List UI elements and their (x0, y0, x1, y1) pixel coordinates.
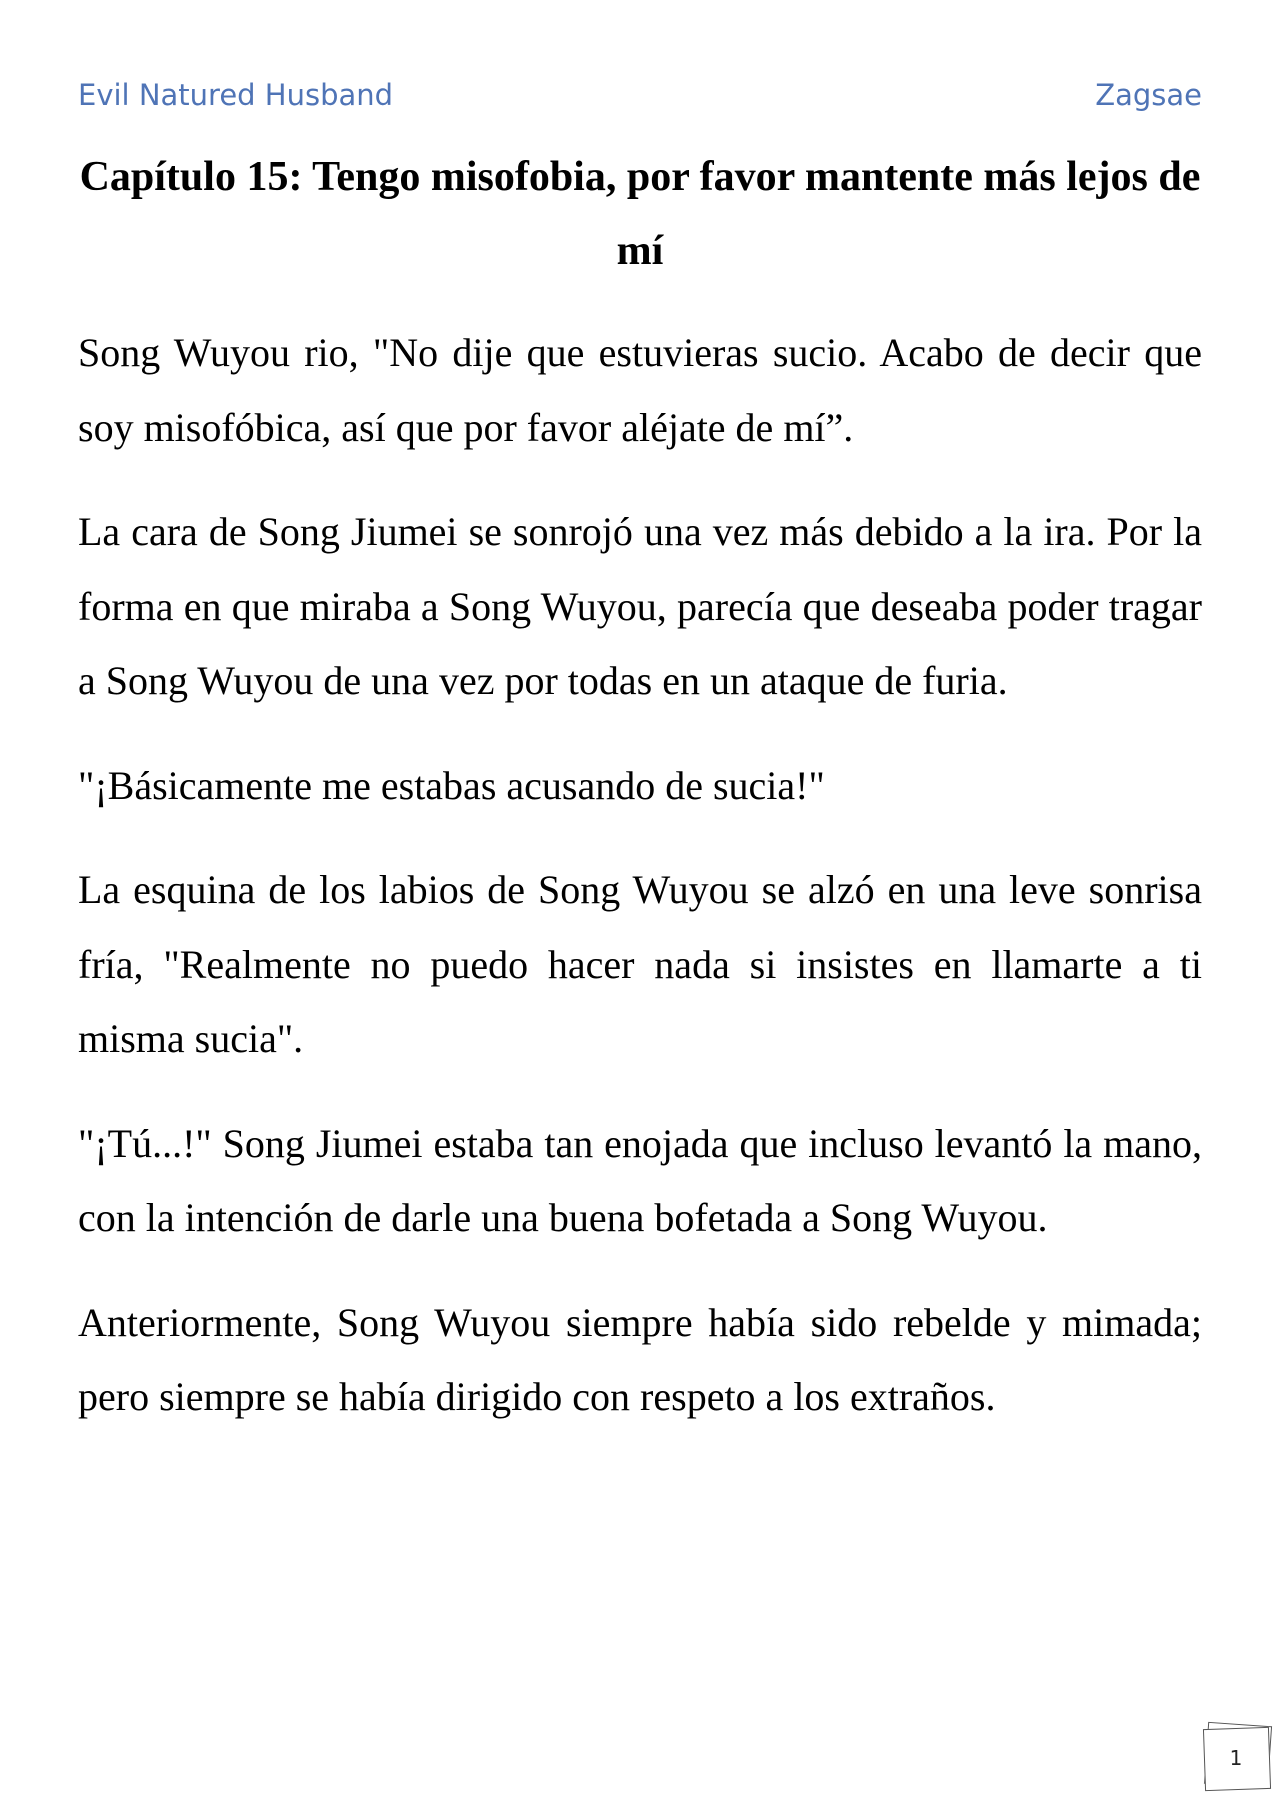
chapter-title: Capítulo 15: Tengo misofobia, por favor mantente más lejos de mí (79, 154, 1201, 274)
paragraph: Song Wuyou rio, "No dije que estuvieras sucio. Acabo de decir que soy misofóbica, así que por favor aléjate de mí”. (78, 330, 1202, 450)
paragraph: La esquina de los labios de Song Wuyou se alzó en una leve sonrisa fría, "Realmente no puedo hacer nada si insistes en llamarte a ti misma sucia". (78, 867, 1202, 1061)
paragraph: Anteriormente, Song Wuyou siempre había sido rebelde y mimada; pero siempre se había dirigido con respeto a los extraños. (78, 1299, 1202, 1419)
paragraph: La cara de Song Jiumei se sonrojó una vez más debido a la ira. Por la forma en que miraba a Song Wuyou, parecía que deseaba poder tragar a Song Wuyou de una vez por todas en un ataque de furia. (78, 509, 1202, 703)
author-name: Zagsae (1095, 78, 1202, 112)
page-number-badge (1202, 1724, 1274, 1792)
page-header (78, 78, 1202, 118)
paragraph: "¡Tú...!" Song Jiumei estaba tan enojada que incluso levantó la mano, con la intención de darle una buena bofetada a Song Wuyou. (78, 1120, 1202, 1240)
chapter-body (78, 316, 1202, 1465)
page-number: 1 (1229, 1746, 1243, 1770)
book-title: Evil Natured Husband (78, 78, 394, 112)
paragraph: "¡Básicamente me estabas acusando de sucia!" (78, 762, 825, 808)
